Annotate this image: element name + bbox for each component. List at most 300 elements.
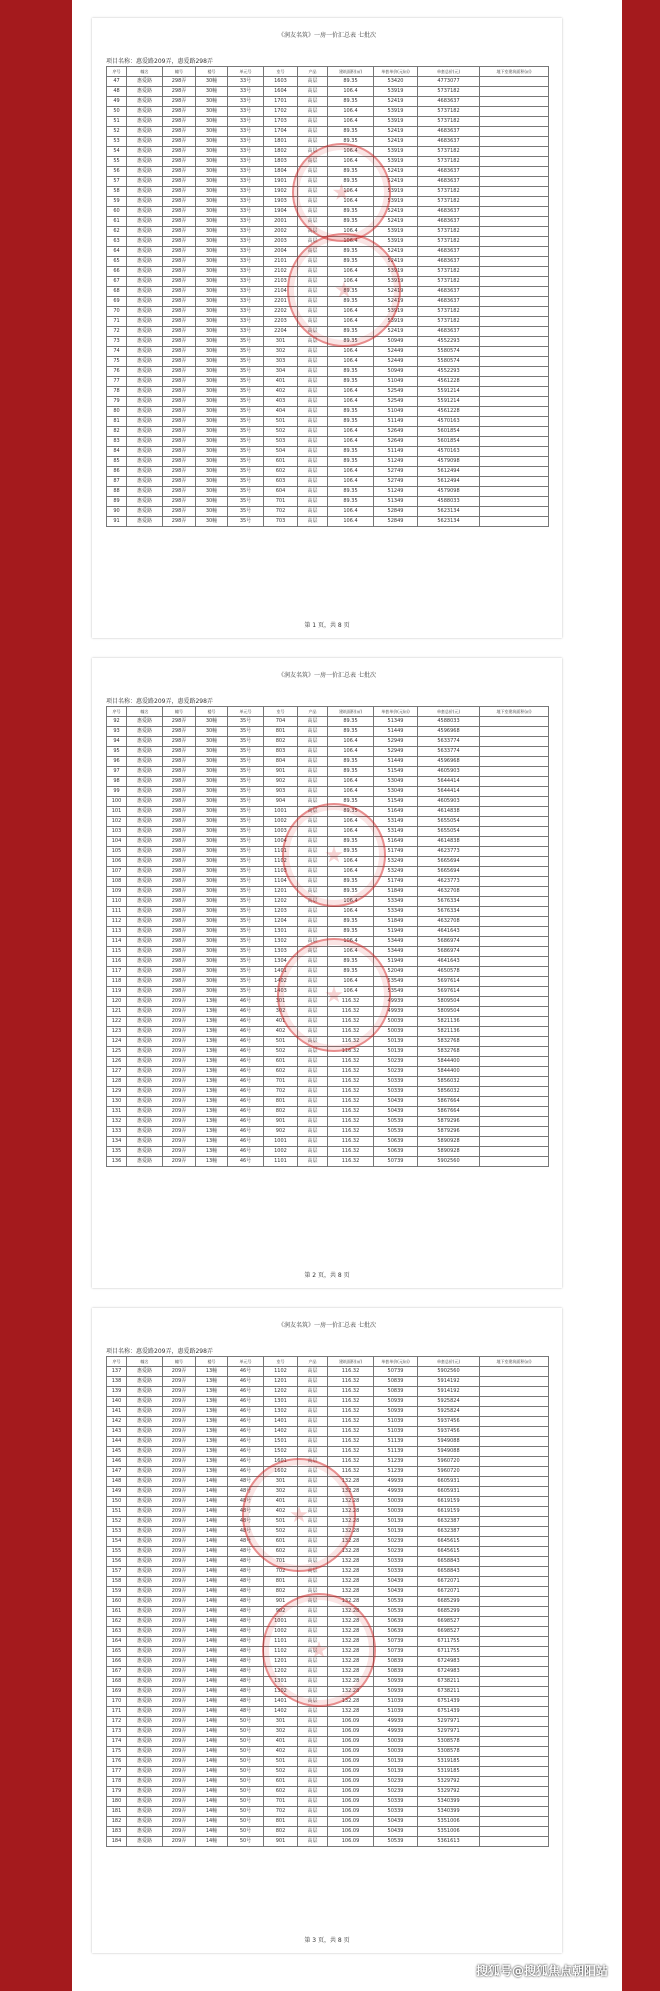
table-cell: 106.09 [328, 1747, 374, 1757]
table-cell: 298弄 [163, 307, 196, 317]
table-cell: 106.09 [328, 1717, 374, 1727]
table-cell: 209弄 [163, 1747, 196, 1757]
table-cell: 惠爱路 [127, 927, 163, 937]
table-cell: 30幢 [196, 117, 228, 127]
table-cell: 49939 [374, 1727, 418, 1737]
table-cell: 4570163 [418, 417, 480, 427]
table-cell: 298弄 [163, 447, 196, 457]
table-cell: 64 [107, 247, 127, 257]
table-cell: 4632708 [418, 887, 480, 897]
table-cell: 13幢 [196, 1417, 228, 1427]
table-cell: 46号 [228, 1097, 264, 1107]
table-cell: 50039 [374, 1027, 418, 1037]
table-cell: 106.4 [328, 437, 374, 447]
table-cell: 35号 [228, 737, 264, 747]
table-cell: 1102 [264, 857, 298, 867]
table-cell: 99 [107, 787, 127, 797]
table-cell: 298弄 [163, 897, 196, 907]
table-cell: 14幢 [196, 1487, 228, 1497]
table-cell: 802 [264, 1107, 298, 1117]
table-cell: 58 [107, 187, 127, 197]
table-cell: 502 [264, 427, 298, 437]
table-cell: 298弄 [163, 127, 196, 137]
table-cell: 209弄 [163, 1617, 196, 1627]
table-cell: 53919 [374, 317, 418, 327]
table-cell: 惠爱路 [127, 427, 163, 437]
table-cell: 50739 [374, 1637, 418, 1647]
source-watermark: 搜狐号@搜狐焦点朝阳站 [475, 1964, 608, 1978]
table-cell: 50949 [374, 367, 418, 377]
table-cell [480, 807, 549, 817]
table-cell: 1701 [264, 97, 298, 107]
table-cell: 5329792 [418, 1787, 480, 1797]
table-cell: 97 [107, 767, 127, 777]
table-cell: 高层 [298, 1567, 328, 1577]
table-cell: 30幢 [196, 247, 228, 257]
table-cell: 1201 [264, 887, 298, 897]
table-cell: 惠爱路 [127, 1507, 163, 1517]
table-cell: 209弄 [163, 1587, 196, 1597]
table-cell: 133 [107, 1127, 127, 1137]
table-row [107, 827, 549, 837]
table-cell: 30幢 [196, 887, 228, 897]
column-header: 单套总价(元) [418, 67, 480, 77]
table-cell: 惠爱路 [127, 187, 163, 197]
table-row [107, 1107, 549, 1117]
table-cell: 50239 [374, 1537, 418, 1547]
table-cell: 35号 [228, 977, 264, 987]
table-cell: 48号 [228, 1627, 264, 1637]
table-cell [480, 317, 549, 327]
table-cell [480, 267, 549, 277]
table-row [107, 1527, 549, 1537]
table-cell: 高层 [298, 1027, 328, 1037]
table-cell: 5879296 [418, 1127, 480, 1137]
table-cell: 高层 [298, 357, 328, 367]
table-cell [480, 1507, 549, 1517]
table-cell: 高层 [298, 327, 328, 337]
table-row [107, 347, 549, 357]
table-cell: 46号 [228, 1117, 264, 1127]
table-cell: 50139 [374, 1527, 418, 1537]
table-row [107, 1787, 549, 1797]
table-cell: 高层 [298, 1417, 328, 1427]
table-cell: 1101 [264, 1157, 298, 1167]
table-cell [480, 1807, 549, 1817]
table-cell: 1002 [264, 1627, 298, 1637]
table-cell: 5832768 [418, 1037, 480, 1047]
page-title: 《润友名筑》一房一价汇总表 七批次 [278, 32, 376, 39]
table-cell: 48号 [228, 1497, 264, 1507]
table-cell: 30幢 [196, 987, 228, 997]
table-row [107, 1047, 549, 1057]
table-cell: 52949 [374, 747, 418, 757]
table-cell: 801 [264, 1817, 298, 1827]
table-cell: 1804 [264, 167, 298, 177]
table-cell: 13幢 [196, 1367, 228, 1377]
table-cell: 35号 [228, 397, 264, 407]
table-cell: 52749 [374, 477, 418, 487]
table-cell: 惠爱路 [127, 807, 163, 817]
table-cell: 30幢 [196, 417, 228, 427]
table-cell [480, 1487, 549, 1497]
table-cell: 126 [107, 1057, 127, 1067]
table-cell: 51239 [374, 1467, 418, 1477]
table-cell: 132.28 [328, 1587, 374, 1597]
table-cell: 高层 [298, 1117, 328, 1127]
table-cell: 298弄 [163, 147, 196, 157]
table-cell: 高层 [298, 1537, 328, 1547]
table-cell: 5960720 [418, 1457, 480, 1467]
table-cell [480, 237, 549, 247]
table-cell: 298弄 [163, 437, 196, 447]
table-row [107, 1637, 549, 1647]
table-cell: 5821136 [418, 1017, 480, 1027]
column-header: 地下室建筑面积(㎡) [480, 67, 549, 77]
table-cell: 14幢 [196, 1747, 228, 1757]
table-cell [480, 417, 549, 427]
table-cell: 惠爱路 [127, 447, 163, 457]
table-cell: 298弄 [163, 277, 196, 287]
table-cell: 209弄 [163, 1417, 196, 1427]
table-cell: 35号 [228, 477, 264, 487]
table-cell: 802 [264, 737, 298, 747]
table-cell: 1904 [264, 207, 298, 217]
table-cell: 51239 [374, 1457, 418, 1467]
table-cell [480, 387, 549, 397]
table-cell: 惠爱路 [127, 757, 163, 767]
table-cell: 高层 [298, 1557, 328, 1567]
table-row [107, 1537, 549, 1547]
table-cell: 109 [107, 887, 127, 897]
table-cell [480, 1637, 549, 1647]
table-cell: 106.4 [328, 427, 374, 437]
table-cell: 106.4 [328, 347, 374, 357]
table-cell: 惠爱路 [127, 287, 163, 297]
table-cell: 50839 [374, 1387, 418, 1397]
table-cell: 298弄 [163, 947, 196, 957]
table-cell: 901 [264, 1597, 298, 1607]
table-cell: 171 [107, 1707, 127, 1717]
table-row [107, 1767, 549, 1777]
table-cell: 高层 [298, 1397, 328, 1407]
table-cell: 5856032 [418, 1077, 480, 1087]
table-cell: 4773077 [418, 77, 480, 87]
table-cell: 106.4 [328, 187, 374, 197]
table-cell: 298弄 [163, 397, 196, 407]
table-cell: 132.28 [328, 1597, 374, 1607]
table-cell: 4683637 [418, 257, 480, 267]
table-cell: 4596968 [418, 757, 480, 767]
table-cell: 106.4 [328, 467, 374, 477]
table-cell [480, 967, 549, 977]
page-title: 《润友名筑》一房一价汇总表 七批次 [278, 672, 376, 679]
table-cell: 35号 [228, 437, 264, 447]
table-cell: 84 [107, 447, 127, 457]
table-cell: 209弄 [163, 1567, 196, 1577]
table-row [107, 1487, 549, 1497]
table-cell: 702 [264, 1087, 298, 1097]
table-cell: 35号 [228, 957, 264, 967]
table-cell: 4561228 [418, 377, 480, 387]
table-cell: 5949088 [418, 1437, 480, 1447]
table-cell: 5308578 [418, 1737, 480, 1747]
table-cell: 52549 [374, 397, 418, 407]
table-cell: 160 [107, 1597, 127, 1607]
table-cell: 惠爱路 [127, 1437, 163, 1447]
table-cell [480, 1007, 549, 1017]
table-cell: 1204 [264, 917, 298, 927]
table-cell: 50439 [374, 1107, 418, 1117]
table-cell: 209弄 [163, 1067, 196, 1077]
table-cell: 102 [107, 817, 127, 827]
table-cell: 6724983 [418, 1657, 480, 1667]
table-cell: 53919 [374, 237, 418, 247]
table-cell: 48 [107, 87, 127, 97]
table-cell: 403 [264, 397, 298, 407]
table-cell: 高层 [298, 1687, 328, 1697]
table-row [107, 1367, 549, 1377]
table-cell: 52749 [374, 467, 418, 477]
table-cell: 302 [264, 1727, 298, 1737]
table-cell: 56 [107, 167, 127, 177]
table-cell: 46号 [228, 1107, 264, 1117]
table-cell: 1601 [264, 1457, 298, 1467]
table-cell: 高层 [298, 287, 328, 297]
table-row [107, 917, 549, 927]
table-cell: 53249 [374, 857, 418, 867]
table-cell: 1003 [264, 827, 298, 837]
table-cell: 50号 [228, 1807, 264, 1817]
table-cell: 惠爱路 [127, 787, 163, 797]
table-cell: 51649 [374, 837, 418, 847]
table-cell: 2202 [264, 307, 298, 317]
table-cell: 35号 [228, 757, 264, 767]
table-cell: 106.4 [328, 937, 374, 947]
table-cell: 高层 [298, 1137, 328, 1147]
table-cell: 901 [264, 767, 298, 777]
table-cell: 惠爱路 [127, 1497, 163, 1507]
page-title: 《润友名筑》一房一价汇总表 七批次 [278, 1322, 376, 1329]
table-cell: 129 [107, 1087, 127, 1097]
table-cell: 175 [107, 1747, 127, 1757]
table-cell: 惠爱路 [127, 1057, 163, 1067]
table-cell: 209弄 [163, 1677, 196, 1687]
table-cell: 89.35 [328, 757, 374, 767]
table-cell: 30幢 [196, 317, 228, 327]
table-cell [480, 1737, 549, 1747]
table-cell: 14幢 [196, 1727, 228, 1737]
table-cell [480, 347, 549, 357]
table-cell: 298弄 [163, 827, 196, 837]
table-cell: 1303 [264, 947, 298, 957]
table-cell: 惠爱路 [127, 1697, 163, 1707]
table-cell: 302 [264, 1007, 298, 1017]
table-cell: 惠爱路 [127, 1807, 163, 1817]
table-cell: 惠爱路 [127, 117, 163, 127]
table-cell: 116.32 [328, 1107, 374, 1117]
table-cell: 50339 [374, 1807, 418, 1817]
table-cell: 14幢 [196, 1737, 228, 1747]
table-cell: 209弄 [163, 1737, 196, 1747]
table-cell: 82 [107, 427, 127, 437]
table-cell: 170 [107, 1697, 127, 1707]
table-cell: 50号 [228, 1737, 264, 1747]
table-cell: 116.32 [328, 1097, 374, 1107]
table-cell: 298弄 [163, 117, 196, 127]
table-cell: 702 [264, 1807, 298, 1817]
table-cell: 83 [107, 437, 127, 447]
table-cell: 48号 [228, 1637, 264, 1647]
table-cell: 298弄 [163, 107, 196, 117]
table-cell [480, 1677, 549, 1687]
table-cell [480, 77, 549, 87]
table-cell: 惠爱路 [127, 1777, 163, 1787]
table-cell: 惠爱路 [127, 1827, 163, 1837]
table-cell [480, 1407, 549, 1417]
table-row [107, 1807, 549, 1817]
table-cell: 298弄 [163, 377, 196, 387]
table-cell: 2002 [264, 227, 298, 237]
column-header: 幢名 [127, 67, 163, 77]
table-cell: 5601854 [418, 437, 480, 447]
table-cell: 6645615 [418, 1547, 480, 1557]
column-header: 单元号 [228, 1357, 264, 1367]
table-cell: 惠爱路 [127, 877, 163, 887]
table-cell: 1201 [264, 1377, 298, 1387]
table-cell: 51139 [374, 1447, 418, 1457]
table-cell: 116.32 [328, 1117, 374, 1127]
table-cell: 惠爱路 [127, 1767, 163, 1777]
table-cell: 13幢 [196, 1147, 228, 1157]
table-cell: 1702 [264, 107, 298, 117]
table-cell: 209弄 [163, 1487, 196, 1497]
table-cell: 106.4 [328, 237, 374, 247]
column-header: 幢号 [163, 707, 196, 717]
table-cell: 14幢 [196, 1617, 228, 1627]
table-cell: 149 [107, 1487, 127, 1497]
column-header: 单套单价(元/㎡) [374, 67, 418, 77]
table-row [107, 377, 549, 387]
table-cell: 33号 [228, 167, 264, 177]
table-cell: 1501 [264, 1437, 298, 1447]
table-cell: 35号 [228, 507, 264, 517]
table-cell: 298弄 [163, 267, 196, 277]
table-cell: 5737182 [418, 147, 480, 157]
table-cell: 高层 [298, 957, 328, 967]
table-cell: 298弄 [163, 487, 196, 497]
table-cell: 惠爱路 [127, 1627, 163, 1637]
price-table [106, 66, 549, 527]
table-row [107, 1587, 549, 1597]
table-cell: 惠爱路 [127, 1157, 163, 1167]
column-header: 地下室建筑面积(㎡) [480, 1357, 549, 1367]
table-row [107, 1007, 549, 1017]
table-cell: 53049 [374, 787, 418, 797]
table-cell: 4605903 [418, 797, 480, 807]
table-cell: 35号 [228, 797, 264, 807]
table-cell: 惠爱路 [127, 87, 163, 97]
table-cell: 50139 [374, 1757, 418, 1767]
table-row [107, 877, 549, 887]
table-cell: 5329792 [418, 1777, 480, 1787]
table-cell: 53919 [374, 227, 418, 237]
table-cell: 144 [107, 1437, 127, 1447]
table-cell [480, 1617, 549, 1627]
table-cell: 惠爱路 [127, 1137, 163, 1147]
table-cell: 惠爱路 [127, 457, 163, 467]
table-row [107, 1067, 549, 1077]
table-cell: 48号 [228, 1677, 264, 1687]
table-cell: 89.35 [328, 127, 374, 137]
table-cell: 惠爱路 [127, 97, 163, 107]
table-cell: 2001 [264, 217, 298, 227]
table-cell: 1603 [264, 77, 298, 87]
table-cell: 5340399 [418, 1797, 480, 1807]
table-cell: 惠爱路 [127, 367, 163, 377]
table-cell: 33号 [228, 197, 264, 207]
table-cell: 53549 [374, 987, 418, 997]
table-cell [480, 217, 549, 227]
table-row [107, 1027, 549, 1037]
table-cell: 50639 [374, 1137, 418, 1147]
table-cell: 5686974 [418, 937, 480, 947]
column-header: 楼号 [196, 1357, 228, 1367]
table-cell: 209弄 [163, 1767, 196, 1777]
table-cell: 50539 [374, 1597, 418, 1607]
table-cell: 惠爱路 [127, 77, 163, 87]
table-cell: 5633774 [418, 747, 480, 757]
table-cell: 48号 [228, 1617, 264, 1627]
table-cell [480, 907, 549, 917]
column-header: 幢号 [163, 67, 196, 77]
table-cell [480, 817, 549, 827]
table-cell [480, 1727, 549, 1737]
table-cell: 30幢 [196, 427, 228, 437]
table-cell: 4683637 [418, 207, 480, 217]
table-cell: 5655054 [418, 817, 480, 827]
table-cell: 46号 [228, 1417, 264, 1427]
table-cell: 2104 [264, 287, 298, 297]
table-cell: 46号 [228, 1157, 264, 1167]
table-cell: 高层 [298, 197, 328, 207]
table-cell: 33号 [228, 297, 264, 307]
table-cell: 5960720 [418, 1467, 480, 1477]
table-cell: 132.28 [328, 1617, 374, 1627]
table-cell: 50139 [374, 1517, 418, 1527]
table-cell: 49939 [374, 1477, 418, 1487]
table-cell: 14幢 [196, 1517, 228, 1527]
table-cell: 4683637 [418, 137, 480, 147]
table-cell: 高层 [298, 787, 328, 797]
table-cell: 14幢 [196, 1537, 228, 1547]
table-cell: 6619159 [418, 1497, 480, 1507]
table-cell: 132 [107, 1117, 127, 1127]
table-cell: 惠爱路 [127, 717, 163, 727]
table-cell: 209弄 [163, 1547, 196, 1557]
table-cell: 惠爱路 [127, 1557, 163, 1567]
column-header: 建筑面积(㎡) [328, 67, 374, 77]
table-cell: 50839 [374, 1657, 418, 1667]
table-cell: 298弄 [163, 477, 196, 487]
table-cell: 46号 [228, 1047, 264, 1057]
project-name: 项目名称：惠爱路209弄，惠爱路298弄 [106, 58, 213, 65]
table-cell: 30幢 [196, 237, 228, 247]
table-cell: 209弄 [163, 1047, 196, 1057]
table-cell: 298弄 [163, 157, 196, 167]
table-cell: 高层 [298, 207, 328, 217]
table-cell: 6605931 [418, 1477, 480, 1487]
